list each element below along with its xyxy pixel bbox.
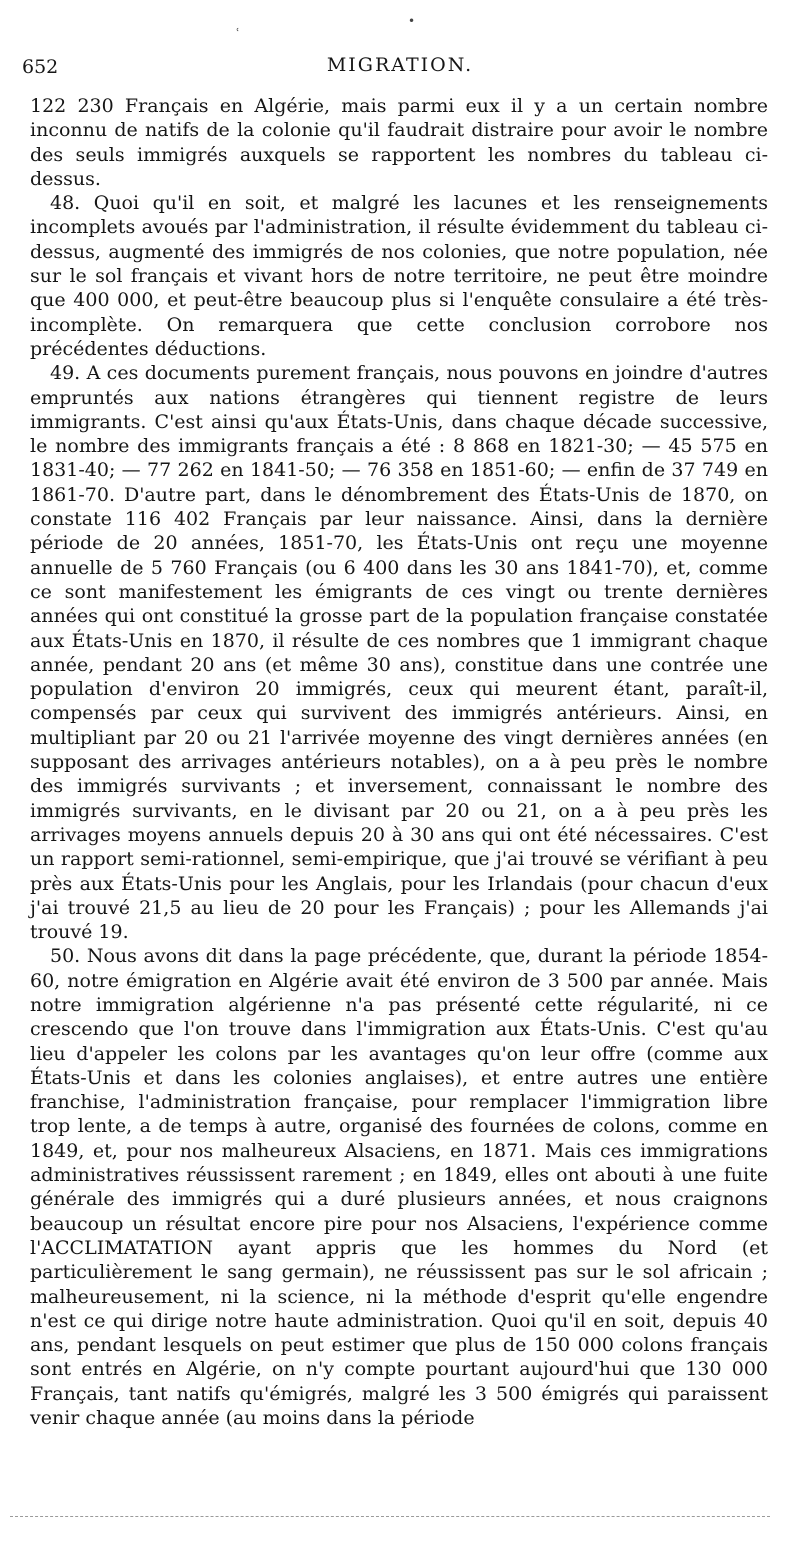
scan-speck: ʿ xyxy=(236,26,240,40)
running-title: MIGRATION. xyxy=(326,54,474,76)
page-number: 652 xyxy=(22,56,59,78)
paragraph-49: 49. A ces documents purement français, nous pouvons en joindre d'autres empruntés aux nations étrangères qui tiennent registre de leurs immigrants. C'est ainsi qu'aux États-Unis, dans chaque décade successive, le nombre des immigrants français a été : 8 868 en 1821-30; — 45 575 en 1831-40; — 77 262 en 1841-50; — 76 358 en 1851-60; — enfin de 37 749 en 1861-70. D'autre part, dans le dénombrement des États-Unis de 1870, on constate 116 402 Français par leur naissance. Ainsi, dans la dernière période de 20 années, 1851-70, les États-Unis ont reçu une moyenne annuelle de 5 760 Français (ou 6 400 dans les 30 ans 1841-70), et, comme ce sont manifestement les émigrants de ces vingt ou trente dernières années qui ont constitué la grosse part de la population française constatée aux États-Unis en 1870, il résulte de ces nombres que 1 immigrant chaque année, pendant 20 ans (et même 30 ans), constitue dans une contrée une population d'environ 20 immigrés, ceux qui meurent étant, paraît-il, compensés par ceux qui survivent des immigrés antérieurs. Ainsi, en multipliant par 20 ou 21 l'arrivée moyenne des vingt dernières années (en supposant des arrivages antérieurs notables), on a à peu près le nombre des immigrés survivants ; et inversement, connaissant le nombre des immigrés survivants, en le divisant par 20 ou 21, on a à peu près les arrivages moyens annuels depuis 20 à 30 ans qui ont été nécessaires. C'est un rapport semi-rationnel, semi-empirique, que j'ai trouvé se vérifiant à peu près aux États-Unis pour les Anglais, pour les Irlandais (pour chacun d'eux j'ai trouvé 21,5 au lieu de 20 pour les Français) ; pour les Allemands j'ai trouvé 19. xyxy=(30,362,768,944)
paragraph-48: 48. Quoi qu'il en soit, et malgré les lacunes et les renseignements incomplets avoués par l'administration, il résulte évidemment du tableau ci-dessus, augmenté des immigrés de nos colonies, que notre population, née sur le sol français et vivant hors de notre territoire, ne peut être moindre que 400 000, et peut-être beaucoup plus si l'enquête consulaire a été très-incomplète. On remarquera que cette conclusion corrobore nos précédentes déductions. xyxy=(30,192,768,360)
footer-scan-rule xyxy=(10,1516,770,1517)
body-text xyxy=(30,94,768,1430)
page-header xyxy=(22,54,778,84)
paragraph-50: 50. Nous avons dit dans la page précédente, que, durant la période 1854-60, notre émigration en Algérie avait été environ de 3 500 par année. Mais notre immigration algérienne n'a pas présenté cette régularité, ni ce crescendo que l'on trouve dans l'immigration aux États-Unis. C'est qu'au lieu d'appeler les colons par les avantages qu'on leur offre (comme aux États-Unis et dans les colonies anglaises), et entre autres une entière franchise, l'administration française, pour remplacer l'immigration libre trop lente, a de temps à autre, organisé des fournées de colons, comme en 1849, et, pour nos malheureux Alsaciens, en 1871. Mais ces immigrations administratives réussissent rarement ; en 1849, elles ont abouti à une fuite générale des immigrés qui a duré plusieurs années, et nous craignons beaucoup un résultat encore pire pour nos Alsaciens, l'expérience comme l'ACCLIMATATION ayant appris que les hommes du Nord (et particulièrement le sang germain), ne réussissent pas sur le sol africain ; malheureusement, ni la science, ni la méthode d'esprit qu'elle engendre n'est ce qui dirige notre haute administration. Quoi qu'il en soit, depuis 40 ans, pendant lesquels on peut estimer que plus de 150 000 colons français sont entrés en Algérie, on n'y compte pourtant aujourd'hui que 130 000 Français, tant natifs qu'émigrés, malgré les 3 500 émigrés qui paraissent venir chaque année (au moins dans la période xyxy=(30,945,768,1430)
scan-dot: • xyxy=(408,14,416,28)
paragraph-continuation: 122 230 Français en Algérie, mais parmi eux il y a un certain nombre inconnu de natifs de la colonie qu'il faudrait distraire pour avoir le nombre des seuls immigrés auxquels se rapportent les nombres du tableau ci-dessus. xyxy=(30,95,768,190)
